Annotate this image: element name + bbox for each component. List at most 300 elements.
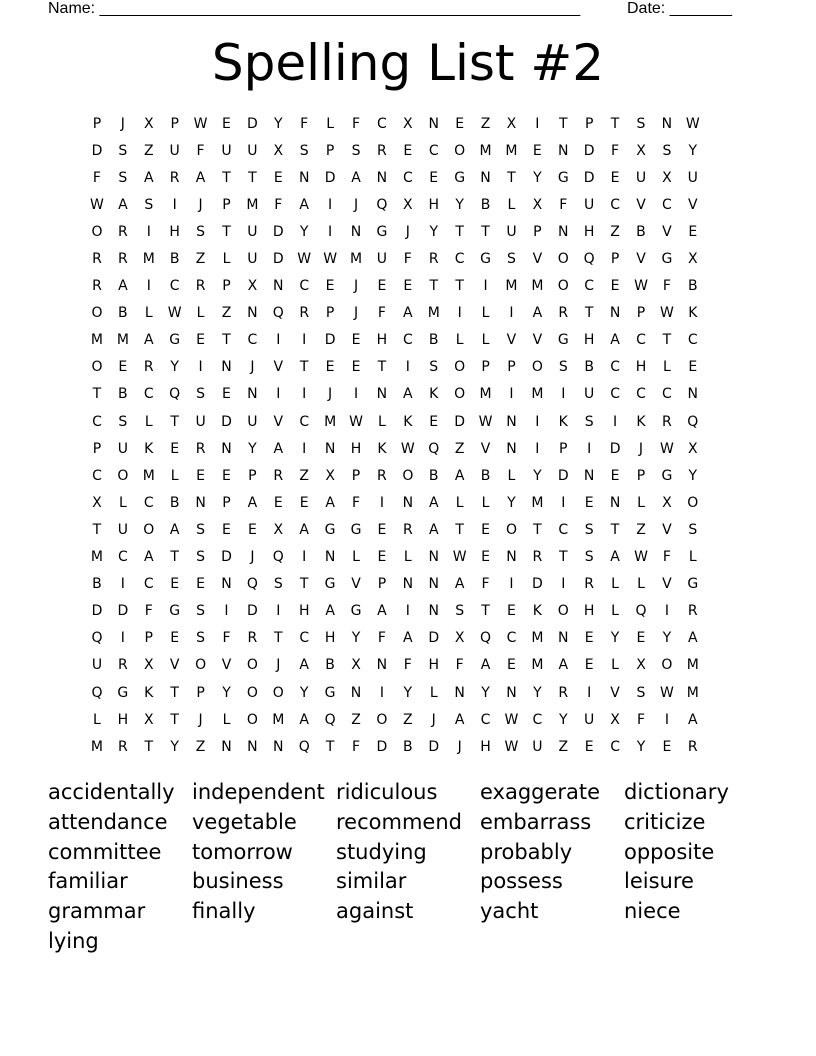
grid-letter[interactable]: L (637, 576, 645, 593)
grid-letter[interactable]: Y (170, 359, 179, 376)
grid-letter[interactable]: D (609, 440, 621, 457)
grid-letter[interactable]: L (170, 467, 179, 484)
grid-letter[interactable]: N (609, 494, 621, 511)
grid-letter[interactable]: C (143, 386, 154, 403)
grid-letter[interactable]: C (247, 332, 258, 349)
grid-letter[interactable]: N (428, 603, 439, 620)
grid-letter[interactable]: W (659, 684, 674, 701)
grid-letter[interactable]: E (377, 278, 387, 295)
grid-letter[interactable]: R (247, 630, 258, 647)
grid-letter[interactable]: I (302, 332, 307, 349)
grid-letter[interactable]: I (405, 359, 410, 376)
grid-letter[interactable]: O (376, 711, 388, 728)
grid-letter[interactable]: J (250, 549, 255, 566)
grid-letter[interactable]: T (248, 169, 257, 186)
grid-letter[interactable]: D (117, 603, 129, 620)
grid-letter[interactable]: E (429, 413, 439, 430)
grid-letter[interactable]: R (558, 305, 569, 322)
grid-letter[interactable]: V (532, 332, 543, 349)
grid-letter[interactable]: D (247, 603, 258, 620)
grid-letter[interactable]: N (583, 467, 595, 484)
grid-letter[interactable]: H (350, 440, 362, 457)
grid-letter[interactable]: C (92, 413, 102, 430)
grid-letter[interactable]: F (559, 196, 568, 213)
grid-letter[interactable]: X (662, 494, 672, 511)
grid-letter[interactable]: H (117, 711, 129, 728)
grid-letter[interactable]: M (324, 413, 337, 430)
grid-letter[interactable]: E (273, 494, 283, 511)
grid-letter[interactable]: T (610, 115, 620, 132)
grid-letter[interactable]: W (504, 711, 519, 728)
grid-letter[interactable]: S (118, 142, 128, 159)
grid-letter[interactable]: L (455, 494, 464, 511)
grid-letter[interactable]: I (457, 305, 462, 322)
grid-letter[interactable]: A (610, 332, 620, 349)
grid-letter[interactable]: R (299, 305, 310, 322)
grid-letter[interactable]: N (480, 169, 491, 186)
grid-letter[interactable]: T (170, 549, 179, 566)
grid-letter[interactable]: X (532, 196, 543, 213)
grid-letter[interactable]: I (379, 494, 384, 511)
grid-letter[interactable]: G (350, 603, 362, 620)
grid-letter[interactable]: L (222, 251, 231, 268)
grid-letter[interactable]: T (558, 115, 568, 132)
grid-letter[interactable]: T (455, 278, 464, 295)
grid-letter[interactable]: N (273, 738, 284, 755)
grid-letter[interactable]: W (659, 440, 674, 457)
grid-letter[interactable]: U (117, 521, 128, 538)
grid-letter[interactable]: R (92, 278, 102, 295)
grid-letter[interactable]: Z (480, 115, 491, 132)
grid-letter[interactable]: V (169, 657, 180, 674)
grid-letter[interactable]: Q (298, 738, 310, 755)
grid-letter[interactable]: V (688, 196, 698, 213)
grid-letter[interactable]: D (454, 413, 466, 430)
grid-letter[interactable]: K (377, 440, 387, 457)
grid-letter[interactable]: X (506, 115, 517, 132)
grid-letter[interactable]: T (377, 359, 387, 376)
grid-letter[interactable]: L (326, 115, 335, 132)
grid-letter[interactable]: T (481, 223, 490, 240)
grid-letter[interactable]: W (452, 549, 467, 566)
grid-letter[interactable]: M (686, 657, 699, 674)
grid-letter[interactable]: C (299, 278, 310, 295)
grid-letter[interactable]: C (636, 386, 646, 403)
grid-letter[interactable]: O (195, 657, 207, 674)
grid-letter[interactable]: N (609, 305, 621, 322)
grid-letter[interactable]: B (325, 657, 335, 674)
grid-letter[interactable]: Q (480, 630, 492, 647)
grid-letter[interactable]: B (428, 332, 439, 349)
grid-letter[interactable]: Q (324, 711, 336, 728)
grid-letter[interactable]: F (662, 549, 671, 566)
grid-letter[interactable]: E (299, 494, 309, 511)
grid-letter[interactable]: A (273, 440, 284, 457)
grid-letter[interactable]: K (403, 413, 413, 430)
grid-letter[interactable]: I (146, 278, 151, 295)
grid-letter[interactable]: J (353, 305, 359, 322)
grid-letter[interactable]: E (532, 142, 542, 159)
grid-letter[interactable]: O (454, 142, 466, 159)
grid-letter[interactable]: L (611, 657, 619, 674)
grid-letter[interactable]: M (531, 630, 544, 647)
grid-letter[interactable]: R (428, 251, 439, 268)
grid-letter[interactable]: A (610, 549, 620, 566)
grid-letter[interactable]: F (274, 196, 283, 213)
grid-letter[interactable]: U (506, 223, 517, 240)
grid-letter[interactable]: H (169, 223, 180, 240)
grid-letter[interactable]: Y (481, 684, 490, 701)
grid-letter[interactable]: M (505, 142, 518, 159)
grid-letter[interactable]: C (143, 576, 154, 593)
grid-letter[interactable]: I (613, 413, 618, 430)
grid-letter[interactable]: I (302, 386, 307, 403)
grid-letter[interactable]: N (558, 142, 569, 159)
grid-letter[interactable]: O (246, 684, 258, 701)
grid-letter[interactable]: D (376, 738, 388, 755)
grid-letter[interactable]: R (117, 657, 128, 674)
grid-letter[interactable]: E (403, 142, 413, 159)
grid-letter[interactable]: O (687, 494, 699, 511)
grid-letter[interactable]: D (531, 576, 543, 593)
grid-letter[interactable]: A (428, 494, 439, 511)
grid-letter[interactable]: I (587, 684, 592, 701)
grid-letter[interactable]: R (377, 467, 387, 484)
grid-letter[interactable]: N (506, 684, 517, 701)
grid-letter[interactable]: F (403, 657, 412, 674)
grid-letter[interactable]: R (92, 251, 102, 268)
grid-letter[interactable]: T (558, 549, 568, 566)
grid-letter[interactable]: S (558, 359, 568, 376)
grid-letter[interactable]: B (480, 467, 491, 484)
grid-letter[interactable]: T (533, 521, 542, 538)
grid-letter[interactable]: V (636, 196, 646, 213)
grid-letter[interactable]: W (167, 305, 182, 322)
grid-letter[interactable]: N (376, 169, 388, 186)
grid-letter[interactable]: E (429, 169, 439, 186)
grid-letter[interactable]: J (250, 359, 255, 376)
grid-letter[interactable]: I (664, 711, 669, 728)
grid-letter[interactable]: T (584, 305, 594, 322)
grid-letter[interactable]: P (222, 278, 231, 295)
grid-letter[interactable]: F (377, 630, 386, 647)
grid-letter[interactable]: M (90, 738, 103, 755)
grid-letter[interactable]: X (610, 711, 620, 728)
grid-letter[interactable]: G (557, 332, 569, 349)
grid-letter[interactable]: A (118, 196, 128, 213)
grid-letter[interactable]: D (91, 142, 103, 159)
grid-letter[interactable]: U (247, 223, 258, 240)
grid-letter[interactable]: L (662, 359, 671, 376)
date-field[interactable] (627, 0, 732, 18)
grid-letter[interactable]: H (428, 196, 439, 213)
grid-letter[interactable]: E (222, 521, 231, 538)
grid-letter[interactable]: S (584, 521, 594, 538)
grid-letter[interactable]: I (353, 386, 359, 403)
grid-letter[interactable]: N (506, 440, 517, 457)
grid-letter[interactable]: T (222, 169, 231, 186)
grid-letter[interactable]: J (276, 657, 281, 674)
grid-letter[interactable]: C (299, 630, 310, 647)
grid-letter[interactable]: S (196, 223, 206, 240)
grid-letter[interactable]: Z (636, 521, 646, 538)
grid-letter[interactable]: O (557, 603, 569, 620)
grid-letter[interactable]: D (221, 413, 232, 430)
grid-letter[interactable]: U (117, 440, 128, 457)
grid-letter[interactable]: V (351, 576, 361, 593)
grid-letter[interactable]: T (170, 711, 179, 728)
grid-letter[interactable]: W (323, 251, 338, 268)
grid-letter[interactable]: C (480, 711, 491, 728)
grid-letter[interactable]: Q (272, 549, 284, 566)
grid-letter[interactable]: S (299, 142, 309, 159)
grid-letter[interactable]: I (561, 386, 566, 403)
grid-letter[interactable]: T (274, 630, 283, 647)
grid-letter[interactable]: U (687, 169, 698, 186)
grid-letter[interactable]: O (246, 657, 258, 674)
grid-letter[interactable]: E (170, 440, 180, 457)
grid-letter[interactable]: W (685, 115, 700, 132)
grid-letter[interactable]: I (561, 576, 566, 593)
grid-letter[interactable]: E (481, 549, 490, 566)
grid-letter[interactable]: N (221, 576, 232, 593)
grid-letter[interactable]: E (273, 169, 283, 186)
grid-letter[interactable]: S (584, 413, 594, 430)
grid-letter[interactable]: M (531, 386, 544, 403)
grid-letter[interactable]: A (351, 169, 361, 186)
grid-letter[interactable]: B (169, 251, 180, 268)
grid-letter[interactable]: A (532, 305, 543, 322)
grid-letter[interactable]: P (507, 359, 516, 376)
grid-letter[interactable]: M (142, 467, 155, 484)
grid-letter[interactable]: R (273, 467, 284, 484)
grid-letter[interactable]: J (328, 386, 333, 403)
grid-letter[interactable]: M (272, 711, 285, 728)
grid-letter[interactable]: Z (299, 467, 309, 484)
grid-letter[interactable]: L (222, 711, 231, 728)
grid-letter[interactable]: P (325, 142, 335, 159)
grid-letter[interactable]: X (403, 196, 413, 213)
grid-letter[interactable]: R (402, 521, 413, 538)
grid-letter[interactable]: P (610, 251, 620, 268)
grid-letter[interactable]: O (143, 521, 155, 538)
grid-letter[interactable]: I (120, 630, 125, 647)
grid-letter[interactable]: Q (635, 603, 647, 620)
grid-letter[interactable]: O (402, 467, 414, 484)
grid-letter[interactable]: C (610, 359, 620, 376)
grid-letter[interactable]: Z (403, 711, 413, 728)
grid-letter[interactable]: A (403, 630, 413, 647)
grid-letter[interactable]: E (636, 630, 646, 647)
grid-letter[interactable]: O (454, 359, 466, 376)
grid-letter[interactable]: M (90, 332, 103, 349)
grid-letter[interactable]: Y (455, 196, 464, 213)
grid-letter[interactable]: A (143, 332, 154, 349)
grid-letter[interactable]: J (638, 440, 644, 457)
grid-letter[interactable]: T (325, 738, 335, 755)
grid-letter[interactable]: S (144, 196, 154, 213)
grid-letter[interactable]: C (428, 142, 439, 159)
grid-letter[interactable]: C (402, 169, 413, 186)
grid-letter[interactable]: Z (558, 738, 569, 755)
grid-letter[interactable]: X (273, 521, 284, 538)
grid-letter[interactable]: B (403, 738, 413, 755)
grid-letter[interactable]: B (584, 359, 594, 376)
grid-letter[interactable]: M (531, 657, 544, 674)
grid-letter[interactable]: N (247, 738, 258, 755)
grid-letter[interactable]: G (324, 521, 336, 538)
grid-letter[interactable]: E (584, 738, 594, 755)
grid-letter[interactable]: C (92, 467, 102, 484)
grid-letter[interactable]: K (144, 684, 154, 701)
grid-letter[interactable]: I (509, 386, 514, 403)
grid-letter[interactable]: Y (662, 630, 672, 647)
grid-letter[interactable]: F (351, 738, 361, 755)
grid-letter[interactable]: S (118, 169, 128, 186)
grid-letter[interactable]: O (91, 305, 103, 322)
grid-letter[interactable]: T (222, 332, 231, 349)
grid-letter[interactable]: P (144, 630, 153, 647)
grid-letter[interactable]: N (428, 115, 439, 132)
grid-letter[interactable]: N (350, 223, 362, 240)
grid-letter[interactable]: R (169, 169, 180, 186)
grid-letter[interactable]: V (506, 332, 517, 349)
grid-letter[interactable]: T (170, 413, 179, 430)
grid-letter[interactable]: O (531, 359, 543, 376)
grid-letter[interactable]: C (454, 251, 465, 268)
grid-letter[interactable]: J (353, 278, 359, 295)
grid-letter[interactable]: F (351, 115, 361, 132)
grid-letter[interactable]: L (507, 196, 516, 213)
grid-letter[interactable]: C (169, 278, 180, 295)
grid-letter[interactable]: Q (169, 386, 181, 403)
grid-letter[interactable]: M (90, 549, 103, 566)
grid-letter[interactable]: V (532, 251, 543, 268)
grid-letter[interactable]: X (403, 115, 413, 132)
grid-letter[interactable]: S (196, 549, 206, 566)
grid-letter[interactable]: L (144, 413, 153, 430)
grid-letter[interactable]: Y (299, 684, 309, 701)
grid-letter[interactable]: X (92, 494, 102, 511)
grid-letter[interactable]: R (143, 359, 154, 376)
grid-letter[interactable]: E (351, 332, 361, 349)
grid-letter[interactable]: S (196, 603, 206, 620)
grid-letter[interactable]: Y (533, 467, 542, 484)
grid-letter[interactable]: R (117, 223, 128, 240)
grid-letter[interactable]: E (377, 549, 387, 566)
grid-letter[interactable]: A (428, 521, 439, 538)
grid-letter[interactable]: F (455, 657, 464, 674)
grid-letter[interactable]: B (480, 196, 491, 213)
grid-letter[interactable]: A (688, 711, 698, 728)
grid-letter[interactable]: B (169, 494, 180, 511)
grid-letter[interactable]: H (298, 603, 310, 620)
grid-letter[interactable]: F (636, 711, 646, 728)
grid-letter[interactable]: E (507, 657, 516, 674)
grid-letter[interactable]: O (117, 467, 129, 484)
grid-letter[interactable]: I (535, 413, 540, 430)
grid-letter[interactable]: J (405, 223, 410, 240)
grid-letter[interactable]: C (532, 711, 543, 728)
grid-letter[interactable]: Y (636, 738, 646, 755)
grid-letter[interactable]: D (324, 169, 336, 186)
grid-letter[interactable]: L (637, 494, 645, 511)
name-blank[interactable]: ______________________________________________________ (99, 0, 581, 17)
grid-letter[interactable]: A (247, 494, 258, 511)
grid-letter[interactable]: Y (688, 467, 698, 484)
grid-letter[interactable]: H (583, 332, 595, 349)
grid-letter[interactable]: G (454, 169, 466, 186)
grid-letter[interactable]: H (428, 657, 439, 674)
grid-letter[interactable]: X (247, 278, 258, 295)
grid-letter[interactable]: N (402, 494, 414, 511)
grid-letter[interactable]: A (143, 549, 154, 566)
grid-letter[interactable]: G (376, 223, 388, 240)
grid-letter[interactable]: X (688, 440, 698, 457)
grid-letter[interactable]: G (687, 576, 699, 593)
grid-letter[interactable]: T (455, 521, 464, 538)
grid-letter[interactable]: X (325, 467, 335, 484)
grid-letter[interactable]: N (350, 684, 362, 701)
grid-letter[interactable]: L (481, 494, 490, 511)
grid-letter[interactable]: G (480, 251, 491, 268)
grid-letter[interactable]: I (561, 494, 566, 511)
grid-letter[interactable]: R (117, 251, 128, 268)
grid-letter[interactable]: E (377, 521, 387, 538)
grid-letter[interactable]: E (170, 630, 180, 647)
grid-letter[interactable]: N (687, 386, 699, 403)
grid-letter[interactable]: A (299, 657, 309, 674)
grid-letter[interactable]: N (195, 494, 206, 511)
grid-letter[interactable]: Y (403, 684, 413, 701)
grid-letter[interactable]: S (688, 521, 698, 538)
grid-letter[interactable]: R (195, 278, 206, 295)
grid-letter[interactable]: E (610, 278, 620, 295)
grid-letter[interactable]: I (509, 576, 514, 593)
grid-letter[interactable]: G (350, 521, 362, 538)
grid-letter[interactable]: E (403, 278, 413, 295)
grid-letter[interactable]: Q (428, 440, 440, 457)
grid-letter[interactable]: I (509, 305, 514, 322)
grid-letter[interactable]: H (583, 223, 595, 240)
date-blank[interactable]: _______ (669, 0, 732, 17)
grid-letter[interactable]: A (325, 494, 335, 511)
grid-letter[interactable]: N (506, 413, 517, 430)
grid-letter[interactable]: E (481, 521, 490, 538)
grid-letter[interactable]: H (480, 738, 491, 755)
grid-letter[interactable]: C (377, 115, 387, 132)
grid-letter[interactable]: I (172, 196, 177, 213)
grid-letter[interactable]: D (247, 115, 258, 132)
grid-letter[interactable]: E (610, 169, 620, 186)
grid-letter[interactable]: Q (91, 630, 103, 647)
grid-letter[interactable]: T (299, 576, 309, 593)
grid-letter[interactable]: R (532, 549, 543, 566)
grid-letter[interactable]: Y (170, 738, 179, 755)
grid-letter[interactable]: T (170, 684, 179, 701)
grid-letter[interactable]: N (506, 549, 517, 566)
grid-letter[interactable]: V (610, 684, 620, 701)
grid-letter[interactable]: Y (610, 630, 620, 647)
grid-letter[interactable]: C (117, 549, 128, 566)
grid-letter[interactable]: T (222, 223, 231, 240)
grid-letter[interactable]: P (92, 440, 102, 457)
grid-letter[interactable]: N (247, 386, 258, 403)
grid-letter[interactable]: W (90, 196, 104, 213)
grid-letter[interactable]: U (584, 196, 595, 213)
grid-letter[interactable]: E (325, 278, 335, 295)
grid-letter[interactable]: B (118, 386, 128, 403)
